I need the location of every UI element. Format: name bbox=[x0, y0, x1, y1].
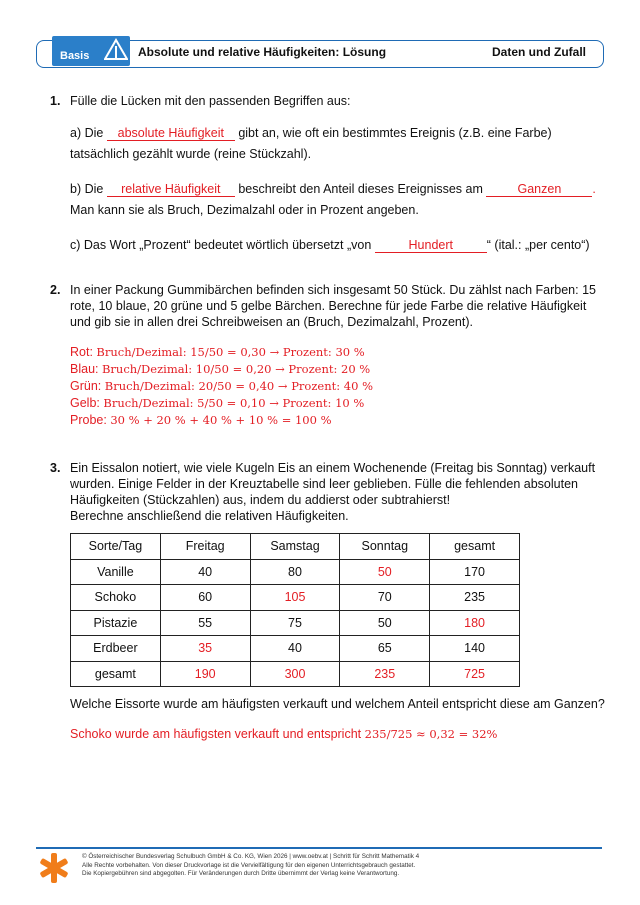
table-cell: 40 bbox=[250, 636, 340, 662]
table-header-cell: Sorte/Tag bbox=[71, 534, 161, 560]
solution-label: Gelb: bbox=[70, 396, 100, 410]
task-1b-answer2: Ganzen bbox=[486, 182, 592, 197]
subject-title: Daten und Zufall bbox=[492, 45, 586, 59]
table-header-row bbox=[71, 534, 520, 560]
table-header-cell: Sonntag bbox=[340, 534, 430, 560]
solution-label: Blau: bbox=[70, 362, 99, 376]
table-header-cell: Freitag bbox=[160, 534, 250, 560]
table-cell: 55 bbox=[160, 610, 250, 636]
task-1a-answer: absolute Häufigkeit bbox=[107, 126, 235, 141]
ice-cream-table bbox=[70, 533, 520, 687]
task-1b-prefix: b) Die bbox=[70, 182, 104, 196]
task-1a-line2: tatsächlich gezählt wurde (reine Stückzahl). bbox=[70, 147, 312, 161]
table-cell: Vanille bbox=[71, 559, 161, 585]
task-1b-answer: relative Häufigkeit bbox=[107, 182, 235, 197]
table-row bbox=[71, 559, 520, 585]
table-cell: 140 bbox=[430, 636, 520, 662]
solution-math: Bruch/Dezimal: 20/50 = 0,40 → Prozent: 40 % bbox=[104, 379, 373, 393]
solution-check bbox=[70, 412, 332, 428]
table-row bbox=[71, 661, 520, 687]
footer-divider bbox=[36, 847, 602, 849]
solution-label: Grün: bbox=[70, 379, 102, 393]
task-2-line: In einer Packung Gummibärchen befinden sich insgesamt 50 Stück. Du zählst nach Farben: 15 bbox=[70, 283, 596, 297]
table-cell: Pistazie bbox=[71, 610, 161, 636]
table-cell: Schoko bbox=[71, 585, 161, 611]
task-3-line: Häufigkeiten (Stückzahlen) aus, indem du addierst oder subtrahierst! bbox=[70, 493, 451, 507]
table-cell: 105 bbox=[250, 585, 340, 611]
table-cell: 80 bbox=[250, 559, 340, 585]
table-cell: 300 bbox=[250, 661, 340, 687]
footer-line: © Österreichischer Bundesverlag Schulbuch GmbH & Co. KG, Wien 2026 | www.oebv.at | Schritt für Schritt Mathematik 4 bbox=[82, 853, 420, 860]
solution-blue bbox=[70, 361, 370, 377]
task-1a-prefix: a) Die bbox=[70, 126, 104, 140]
table-cell: 50 bbox=[340, 559, 430, 585]
task-1c-answer: Hundert bbox=[375, 238, 487, 253]
triangle-logo-icon bbox=[104, 38, 128, 62]
solution-green bbox=[70, 378, 373, 394]
table-cell: 35 bbox=[160, 636, 250, 662]
task-2-line: und gib sie in allen drei Schreibweisen an (Bruch, Dezimalzahl, Prozent). bbox=[70, 315, 473, 329]
task-1c-suffix: “ (ital.: „per cento“) bbox=[486, 238, 590, 252]
footer-line: Die Kopiergebühren sind abgegolten. Für Veränderungen durch Dritte übernimmt der Verlag keine Verantwortung. bbox=[82, 870, 400, 877]
table-cell: 60 bbox=[160, 585, 250, 611]
solution-label: Probe: bbox=[70, 413, 107, 427]
table-cell: Erdbeer bbox=[71, 636, 161, 662]
task-1c-prefix: c) Das Wort „Prozent“ bedeutet wörtlich übersetzt „von bbox=[70, 238, 372, 252]
solution-math: Bruch/Dezimal: 5/50 = 0,10 → Prozent: 10 % bbox=[103, 396, 365, 410]
task-3-answer bbox=[70, 726, 497, 742]
footer-copyright bbox=[82, 853, 419, 879]
task-1b-middle: beschreibt den Anteil dieses Ereignisses am bbox=[238, 182, 483, 196]
task-1a-suffix: gibt an, wie oft ein bestimmtes Ereignis (z.B. eine Farbe) bbox=[238, 126, 552, 140]
task-1b-end: . bbox=[592, 182, 596, 196]
table-row bbox=[71, 636, 520, 662]
publisher-star-icon bbox=[40, 853, 68, 883]
table-cell: 70 bbox=[340, 585, 430, 611]
task-3-line: Berechne anschließend die relativen Häufigkeiten. bbox=[70, 509, 349, 523]
table-cell: 75 bbox=[250, 610, 340, 636]
task-1b-line bbox=[70, 181, 596, 197]
table-cell: gesamt bbox=[71, 661, 161, 687]
table-header-cell: Samstag bbox=[250, 534, 340, 560]
table-row bbox=[71, 585, 520, 611]
table-header-cell: gesamt bbox=[430, 534, 520, 560]
task-3-number: 3. bbox=[50, 461, 61, 475]
table-cell: 725 bbox=[430, 661, 520, 687]
page-title: Absolute und relative Häufigkeiten: Lösung bbox=[138, 45, 387, 59]
solution-red bbox=[70, 344, 365, 360]
solution-label: Rot: bbox=[70, 345, 93, 359]
table-cell: 235 bbox=[340, 661, 430, 687]
table-cell: 235 bbox=[430, 585, 520, 611]
table-cell: 40 bbox=[160, 559, 250, 585]
task-3-line: wurden. Einige Felder in der Kreuztabelle sind leer geblieben. Fülle die fehlenden absoluten bbox=[70, 477, 578, 491]
task-1c-line bbox=[70, 237, 590, 253]
solution-yellow bbox=[70, 395, 364, 411]
task-1a-line bbox=[70, 125, 552, 141]
solution-math: Bruch/Dezimal: 15/50 = 0,30 → Prozent: 30 % bbox=[96, 345, 365, 359]
table-row bbox=[71, 610, 520, 636]
task-1b-line2: Man kann sie als Bruch, Dezimalzahl oder in Prozent angeben. bbox=[70, 203, 419, 217]
solution-math: Bruch/Dezimal: 10/50 = 0,20 → Prozent: 20 % bbox=[101, 362, 371, 376]
basis-label: Basis bbox=[60, 50, 90, 62]
table-cell: 50 bbox=[340, 610, 430, 636]
task-3-answer-math: 235/725 ≈ 0,32 = 32% bbox=[364, 727, 498, 741]
task-2-line: rote, 10 blaue, 20 grüne und 5 gelbe Bärchen. Berechne für jede Farbe die relative Häufigkeit bbox=[70, 299, 587, 313]
task-3-question: Welche Eissorte wurde am häufigsten verkauft und welchem Anteil entspricht diese am Ganzen? bbox=[70, 697, 605, 711]
table-cell: 65 bbox=[340, 636, 430, 662]
table-cell: 180 bbox=[430, 610, 520, 636]
task-3-line: Ein Eissalon notiert, wie viele Kugeln Eis an einem Wochenende (Freitag bis Sonntag) verkauft bbox=[70, 461, 596, 475]
solution-math: 30 % + 20 % + 40 % + 10 % = 100 % bbox=[110, 413, 332, 427]
table-cell: 170 bbox=[430, 559, 520, 585]
table-cell: 190 bbox=[160, 661, 250, 687]
task-3-answer-text: Schoko wurde am häufigsten verkauft und entspricht bbox=[70, 727, 362, 741]
task-2-number: 2. bbox=[50, 283, 61, 297]
task-1-number: 1. bbox=[50, 94, 61, 108]
task-1-intro: Fülle die Lücken mit den passenden Begriffen aus: bbox=[70, 94, 351, 108]
footer-line: Alle Rechte vorbehalten. Von dieser Druckvorlage ist die Vervielfältigung für den eigenen Unterrichtsgebrauch gestattet. bbox=[82, 861, 416, 869]
